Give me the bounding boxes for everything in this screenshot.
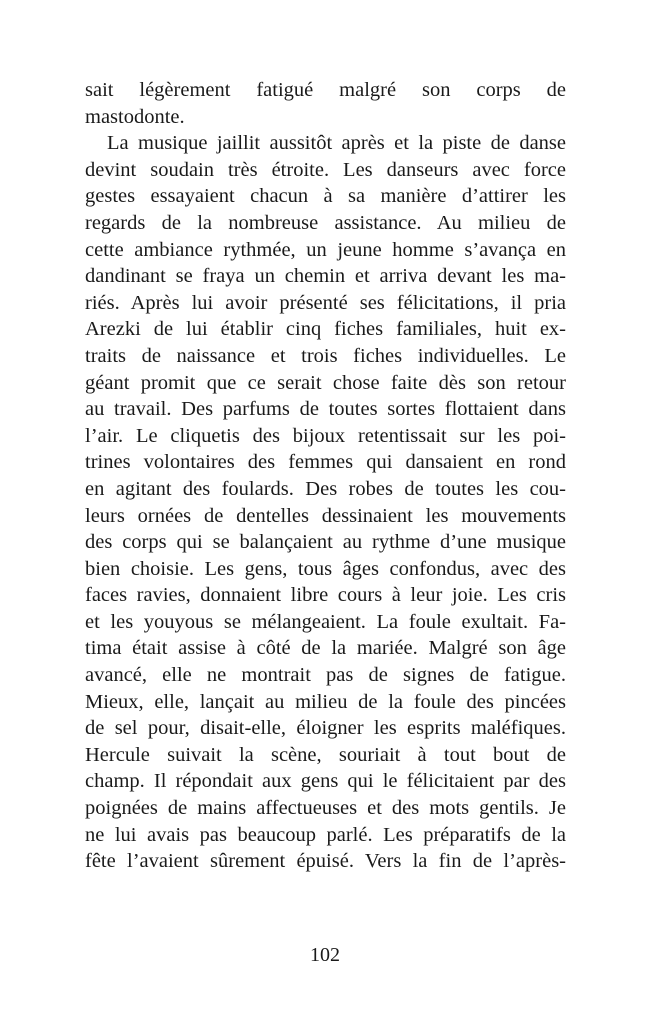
text-line: et les youyous se mélangeaient. La foule exultait. Fa- bbox=[85, 610, 566, 633]
text-line: faces ravies, donnaient libre cours à leur joie. Les cris bbox=[85, 584, 566, 607]
text-line: champ. Il répondait aux gens qui le félicitaient par des bbox=[85, 770, 566, 793]
text-line: gestes essayaient chacun à sa manière d’attirer les bbox=[85, 185, 566, 208]
text-line: devint soudain très étroite. Les danseurs avec force bbox=[85, 158, 566, 181]
text-line: tima était assise à côté de la mariée. Malgré son âge bbox=[85, 637, 566, 660]
text-line: regards de la nombreuse assistance. Au milieu de bbox=[85, 211, 566, 234]
text-line: riés. Après lui avoir présenté ses félicitations, il pria bbox=[85, 291, 566, 314]
text-line: sait légèrement fatigué malgré son corps de bbox=[85, 79, 566, 101]
text-line: ne lui avais pas beaucoup parlé. Les préparatifs de la bbox=[85, 823, 566, 846]
text-line: géant promit que ce serait chose faite dès son retour bbox=[85, 371, 566, 394]
text-line: La musique jaillit aussitôt après et la piste de danse bbox=[107, 132, 566, 155]
text-line: des corps qui se balançaient au rythme d’une musique bbox=[85, 531, 566, 554]
page-body-text bbox=[85, 77, 566, 875]
text-line: Mieux, elle, lançait au milieu de la foule des pincées bbox=[85, 690, 566, 713]
text-line: fête l’avaient sûrement épuisé. Vers la fin de l’après- bbox=[85, 850, 566, 873]
text-line: au travail. Des parfums de toutes sortes flottaient dans bbox=[85, 398, 566, 421]
text-line: de sel pour, disait-elle, éloigner les esprits maléfiques. bbox=[85, 717, 566, 740]
text-line: avancé, elle ne montrait pas de signes de fatigue. bbox=[85, 664, 566, 687]
text-line: traits de naissance et trois fiches individuelles. Le bbox=[85, 344, 566, 367]
page-number: 102 bbox=[310, 944, 340, 966]
text-line: Arezki de lui établir cinq fiches familiales, huit ex- bbox=[85, 318, 566, 341]
text-line: Hercule suivait la scène, souriait à tout bout de bbox=[85, 743, 566, 766]
text-line: dandinant se fraya un chemin et arriva devant les ma- bbox=[85, 265, 566, 288]
text-line: en agitant des foulards. Des robes de toutes les cou- bbox=[85, 477, 566, 500]
text-line: poignées de mains affectueuses et des mots gentils. Je bbox=[85, 797, 566, 820]
text-line: l’air. Le cliquetis des bijoux retentissait sur les poi- bbox=[85, 424, 566, 447]
text-line: leurs ornées de dentelles dessinaient les mouvements bbox=[85, 504, 566, 527]
text-line: bien choisie. Les gens, tous âges confondus, avec des bbox=[85, 557, 566, 580]
text-line: trines volontaires des femmes qui dansaient en rond bbox=[85, 451, 566, 474]
text-line: mastodonte. bbox=[85, 105, 185, 128]
text-line: cette ambiance rythmée, un jeune homme s’avança en bbox=[85, 238, 566, 261]
